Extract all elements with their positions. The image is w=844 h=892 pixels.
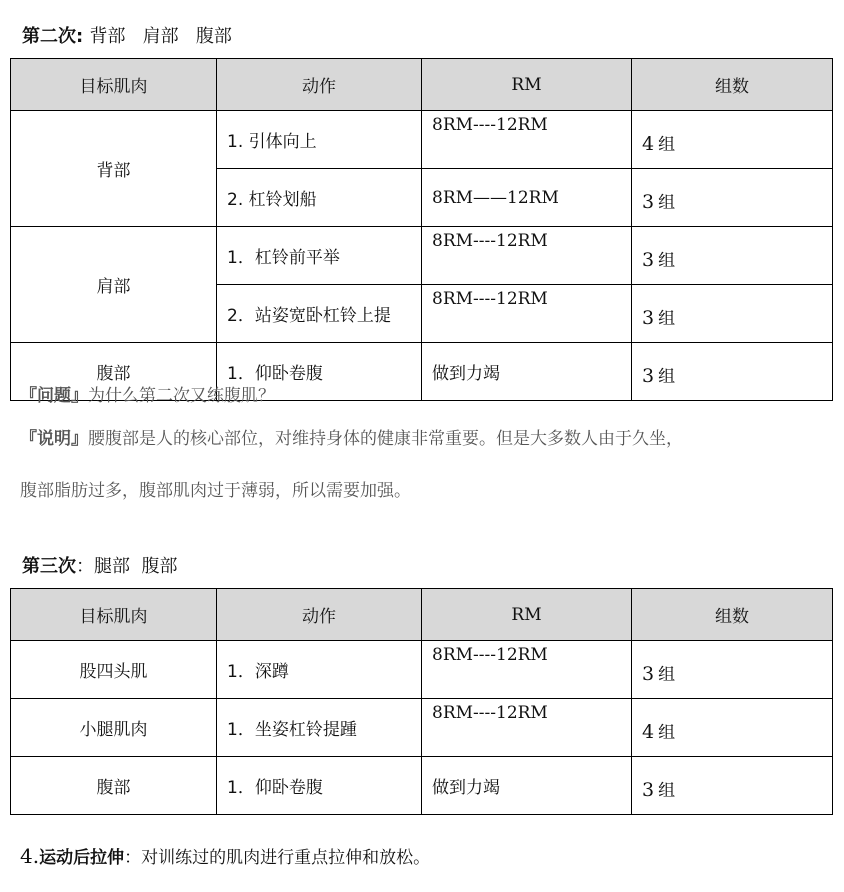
target-muscle-cell: 肩部 [11,227,217,343]
sets-unit: 组 [658,135,676,155]
rm-cell [422,757,632,815]
sets-number: 3 [642,663,655,685]
footer-text: ：对训练过的肌肉进行重点拉伸和放松。 [124,848,431,868]
sets-cell [632,111,833,169]
sets-unit: 组 [658,251,676,271]
sets-cell [632,285,833,343]
sets-unit: 组 [658,781,676,801]
action-cell: 1．杠铃前平举 [217,227,422,285]
sets-cell [632,227,833,285]
table-header-row [11,589,833,641]
post-workout-stretch-line [20,843,430,868]
rm-value: 8RM----12RM [432,703,548,723]
header-action: 动作 [217,59,422,111]
rm-cell [422,111,632,169]
sets-number: 4 [642,133,655,155]
section2-heading [22,22,232,48]
sets-unit: 组 [658,309,676,329]
rm-value: 8RM——12RM [432,187,559,208]
sets-unit: 组 [658,665,676,685]
sets-unit: 组 [658,367,676,387]
footer-number: 4. [20,844,40,868]
explain-text-1: 腰腹部是人的核心部位，对维持身体的健康非常重要。但是大多数人由于久坐， [88,429,683,449]
sets-number: 3 [642,365,655,387]
sets-number: 3 [642,307,655,329]
explain-text-2: 腹部脂肪过多，腹部肌肉过于薄弱，所以需要加强。 [20,481,411,501]
section3-heading-bold: 第三次 [22,556,76,577]
rm-value: 8RM----12RM [432,289,548,309]
section3-heading [22,552,177,578]
question-label: 『问题』 [20,386,88,406]
sets-cell [632,757,833,815]
sets-unit: 组 [658,723,676,743]
table-row [11,227,833,285]
action-cell: 1．仰卧卷腹 [217,757,422,815]
action-cell: 2．站姿宽卧杠铃上提 [217,285,422,343]
sets-cell [632,641,833,699]
sets-cell [632,169,833,227]
target-muscle-cell: 腹部 [11,343,217,401]
action-cell: 1．坐姿杠铃提踵 [217,699,422,757]
header-action: 动作 [217,589,422,641]
target-muscle-cell: 小腿肌肉 [11,699,217,757]
rm-cell [422,285,632,343]
action-cell: 2. 杠铃划船 [217,169,422,227]
question-note [20,381,275,406]
table-row [11,699,833,757]
sets-unit: 组 [658,193,676,213]
footer-lead: 运动后拉伸 [39,848,125,868]
rm-value: 做到力竭 [432,364,500,384]
rm-value: 做到力竭 [432,778,500,798]
header-rm: RM [422,589,632,641]
header-target-muscle: 目标肌肉 [11,589,217,641]
target-muscle-cell: 股四头肌 [11,641,217,699]
header-sets: 组数 [632,589,833,641]
rm-value: 8RM----12RM [432,231,548,251]
question-text: 为什么第二次又练腹肌？ [88,386,275,406]
rm-cell [422,641,632,699]
explain-label: 『说明』 [20,429,88,449]
rm-value: 8RM----12RM [432,645,548,665]
explain-note [20,424,683,449]
section2-heading-bold: 第二次: [22,26,84,47]
rm-value: 8RM----12RM [432,115,548,135]
section2-table [10,58,833,401]
action-cell: 1．仰卧卷腹 [217,343,422,401]
target-muscle-cell: 背部 [11,111,217,227]
sets-cell [632,699,833,757]
rm-cell [422,343,632,401]
target-muscle-cell: 腹部 [11,757,217,815]
table-row [11,111,833,169]
table-row [11,757,833,815]
sets-number: 3 [642,779,655,801]
rm-cell [422,227,632,285]
action-cell: 1. 引体向上 [217,111,422,169]
action-cell: 1．深蹲 [217,641,422,699]
header-sets: 组数 [632,59,833,111]
section3-table [10,588,833,815]
rm-cell [422,169,632,227]
sets-number: 3 [642,191,655,213]
sets-number: 3 [642,249,655,271]
explain-note-continued [20,476,411,501]
table-row [11,641,833,699]
section2-heading-parts: 背部 肩部 腹部 [89,26,232,47]
table-header-row [11,59,833,111]
section3-heading-parts: ：腿部 腹部 [76,556,178,577]
sets-number: 4 [642,721,655,743]
header-target-muscle: 目标肌肉 [11,59,217,111]
rm-cell [422,699,632,757]
header-rm: RM [422,59,632,111]
sets-cell [632,343,833,401]
